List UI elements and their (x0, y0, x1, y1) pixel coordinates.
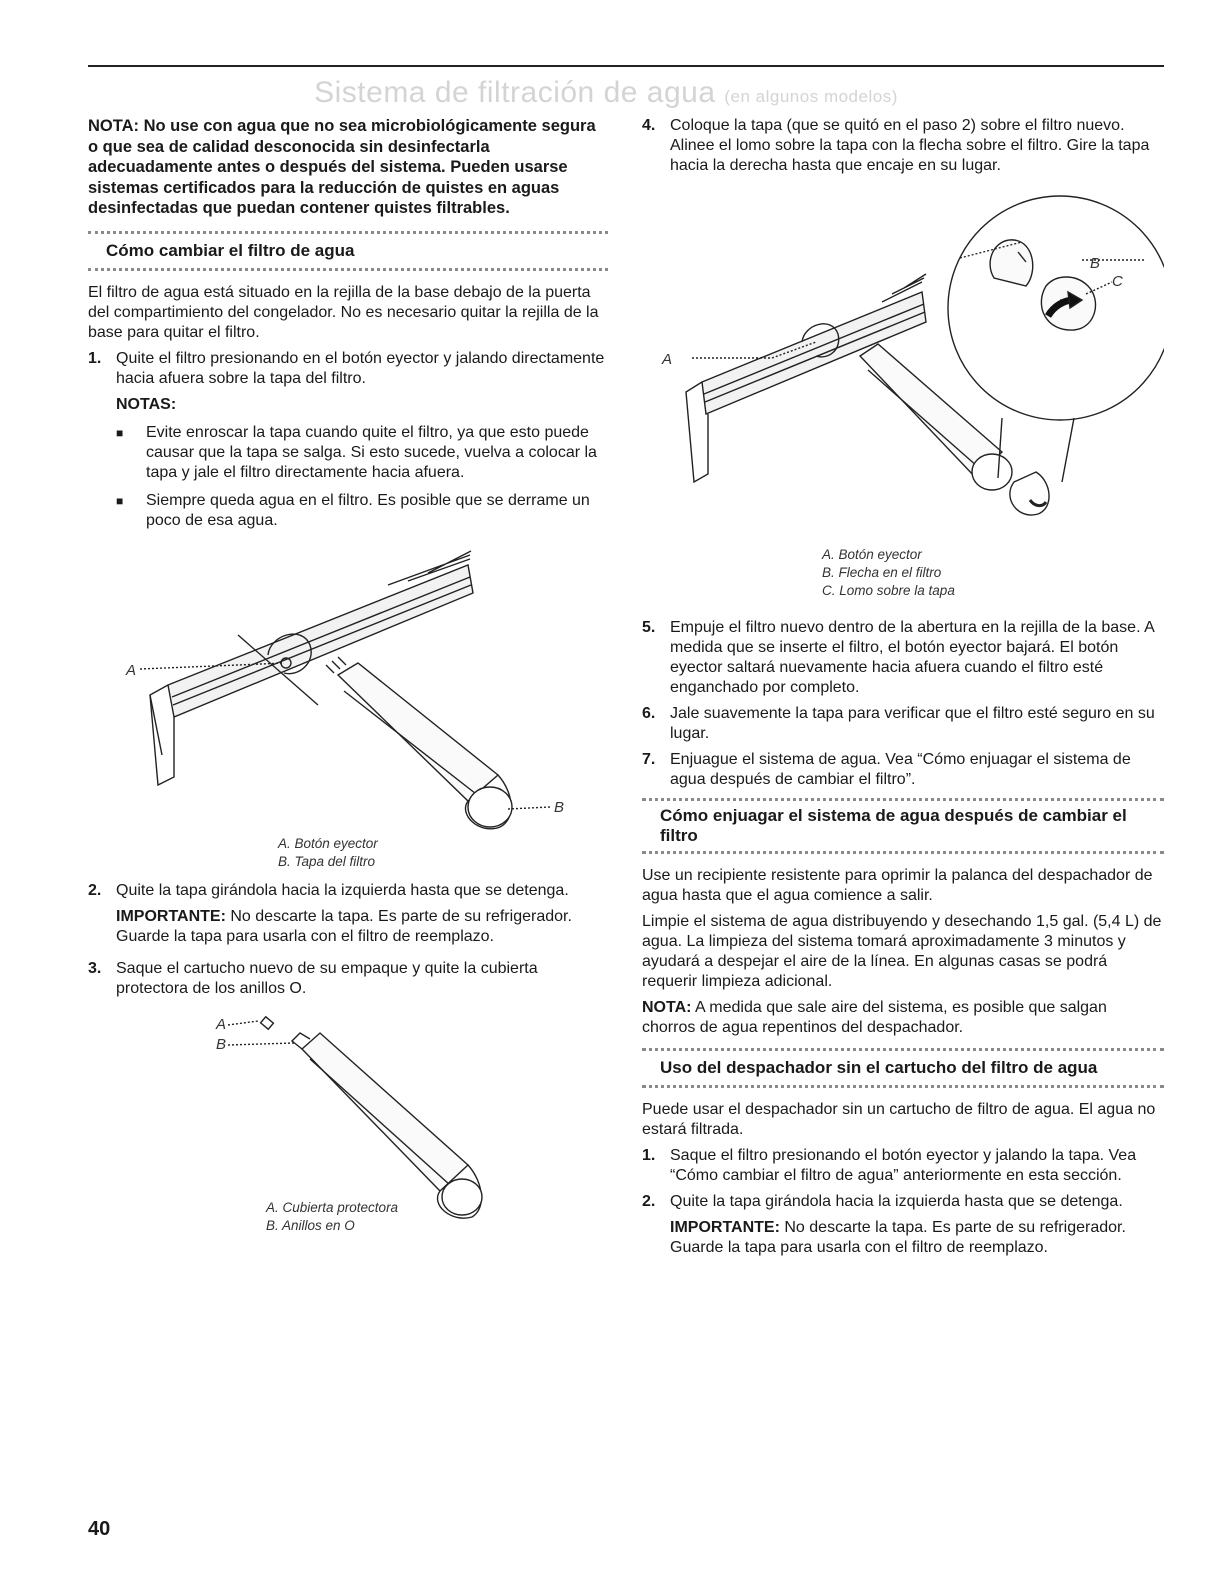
top-rule (88, 65, 1164, 67)
callout-b: B (216, 1035, 227, 1053)
caption-line: A. Botón eyector (278, 835, 378, 851)
page-number: 40 (88, 1518, 111, 1540)
page-title-main: Sistema de filtración de agua (314, 76, 716, 109)
step-6 (642, 704, 1164, 744)
step-text: Coloque la tapa (que se quitó en el paso 2) sobre el filtro nuevo. Alinee el lomo sobre la tapa con la flecha sobre el filtro. Gire la tapa hacia la derecha hasta que encaje en su lugar. (670, 117, 1150, 174)
important-text: No descarte la tapa. Es parte de su refrigerador. Guarde la tapa para usarla con el filtro de reemplazo. (670, 1219, 1126, 1256)
flush-note (642, 998, 1164, 1038)
step-number: 2. (88, 881, 102, 899)
callout-a: A (126, 661, 137, 679)
flush-paragraph-2: Limpie el sistema de agua distribuyendo y desechando 1,5 gal. (5,4 L) de agua. La limpieza del sistema tomará aproximadamente 3 minutos y ayudará a despejar el aire de la línea. En algunas casas se podrá requerir limpieza adicional. (642, 913, 1162, 990)
bullet-square-icon: ■ (116, 493, 124, 508)
step-number: 4. (642, 117, 656, 134)
note-text: Siempre queda agua en el filtro. Es posible que se derrame un poco de esa agua. (146, 491, 590, 529)
important-note (116, 907, 608, 947)
important-label: IMPORTANTE: (670, 1219, 780, 1236)
left-column (88, 116, 608, 1237)
step-5 (642, 618, 1164, 698)
caption-line: B. Tapa del filtro (278, 853, 376, 869)
step-text: Enjuague el sistema de agua. Vea “Cómo enjuagar el sistema de agua después de cambiar el filtro”. (670, 751, 1131, 788)
cap-install-illustration (642, 182, 1164, 602)
section-heading-flush-system: Cómo enjuagar el sistema de agua después de cambiar el filtro (642, 798, 1164, 854)
step-text: Quite la tapa girándola hacia la izquierda hasta que se detenga. (116, 881, 569, 899)
note-label: NOTA: (642, 999, 692, 1016)
step-text: Saque el cartucho nuevo de su empaque y quite la cubierta protectora de los anillos O. (116, 959, 538, 997)
step-3 (88, 959, 608, 999)
step-7 (642, 750, 1164, 790)
caption-line: B. Anillos en O (266, 1217, 355, 1233)
page-title-subtitle: (en algunos modelos) (724, 87, 898, 106)
no-filter-paragraph: Puede usar el despachador sin un cartucho de filtro de agua. El agua no estará filtrada. (642, 1101, 1156, 1138)
callout-a: A (662, 351, 673, 368)
figure-install-cap (642, 182, 1164, 602)
important-text: No descarte la tapa. Es parte de su refrigerador. Guarde la tapa para usarla con el filtro de reemplazo. (116, 907, 572, 945)
bullet-square-icon: ■ (116, 425, 124, 440)
caption-line: B. Flecha en el filtro (822, 565, 942, 580)
page-title (0, 76, 1212, 110)
figure-new-cartridge (88, 1005, 608, 1237)
intro-paragraph: El filtro de agua está situado en la rejilla de la base debajo de la puerta del compartimiento del congelador. No es necesario quitar la rejilla de la base para quitar el filtro. (88, 283, 599, 341)
note-item (116, 423, 608, 483)
caption-line: A. Botón eyector (822, 547, 922, 562)
step-text: Empuje el filtro nuevo dentro de la abertura en la rejilla de la base. A medida que se inserte el filtro, el botón eyector bajará. El botón eyector saltará nuevamente hacia afuera cuando el filtro esté enganchado por completo. (670, 619, 1154, 696)
figure-remove-filter (88, 545, 608, 869)
step-text: Quite el filtro presionando en el botón eyector y jalando directamente hacia afuera sobre la tapa del filtro. (116, 349, 605, 387)
notes-label: NOTAS: (116, 395, 177, 413)
callout-a: A (216, 1015, 227, 1033)
note-text: Evite enroscar la tapa cuando quite el filtro, ya que esto puede causar que la tapa se salga. Si esto sucede, vuelva a colocar la tapa y jale el filtro directamente hacia afuera. (146, 423, 597, 481)
step-number: 6. (642, 705, 656, 722)
step-text: Jale suavemente la tapa para verificar que el filtro esté seguro en su lugar. (670, 705, 1155, 742)
step-4 (642, 116, 1164, 176)
step-text: Saque el filtro presionando el botón eyector y jalando la tapa. Vea “Cómo cambiar el filtro de agua” anteriormente en esta sección. (670, 1147, 1137, 1184)
section-heading-no-filter: Uso del despachador sin el cartucho del filtro de agua (642, 1048, 1164, 1088)
section-heading-change-filter: Cómo cambiar el filtro de agua (88, 231, 608, 271)
note-text: A medida que sale aire del sistema, es posible que salgan chorros de agua repentinos del despachador. (642, 999, 1107, 1036)
step-number: 7. (642, 751, 656, 768)
step-number: 5. (642, 619, 656, 636)
filter-removal-illustration (88, 545, 608, 863)
flush-paragraph-1: Use un recipiente resistente para oprimir la palanca del despachador de agua hasta que el agua comience a salir. (642, 867, 1153, 904)
note-item (116, 491, 608, 531)
no-filter-step-1 (642, 1146, 1164, 1186)
callout-b: B (554, 798, 565, 816)
safety-note: NOTA: No use con agua que no sea microbiológicamente segura o que sea de calidad desconocida sin desinfectarla adecuadamente antes o después del sistema. Pueden usarse sistemas certificados para la reducción de quistes en aguas desinfectadas que puedan contener quistes filtrables. (88, 117, 596, 217)
no-filter-step-2 (642, 1192, 1164, 1264)
step-2 (88, 881, 608, 953)
step-number: 1. (88, 349, 102, 367)
step-number: 1. (642, 1147, 656, 1164)
important-note (670, 1218, 1164, 1258)
caption-line: A. Cubierta protectora (266, 1199, 399, 1215)
step-number: 3. (88, 959, 102, 977)
step-1 (88, 349, 608, 539)
callout-c: C (1112, 273, 1123, 290)
callout-b: B (1090, 255, 1101, 272)
caption-line: C. Lomo sobre la tapa (822, 583, 955, 598)
right-column (642, 116, 1164, 1270)
step-number: 2. (642, 1193, 656, 1210)
step-text: Quite la tapa girándola hacia la izquierda hasta que se detenga. (670, 1193, 1123, 1210)
important-label: IMPORTANTE: (116, 907, 226, 925)
